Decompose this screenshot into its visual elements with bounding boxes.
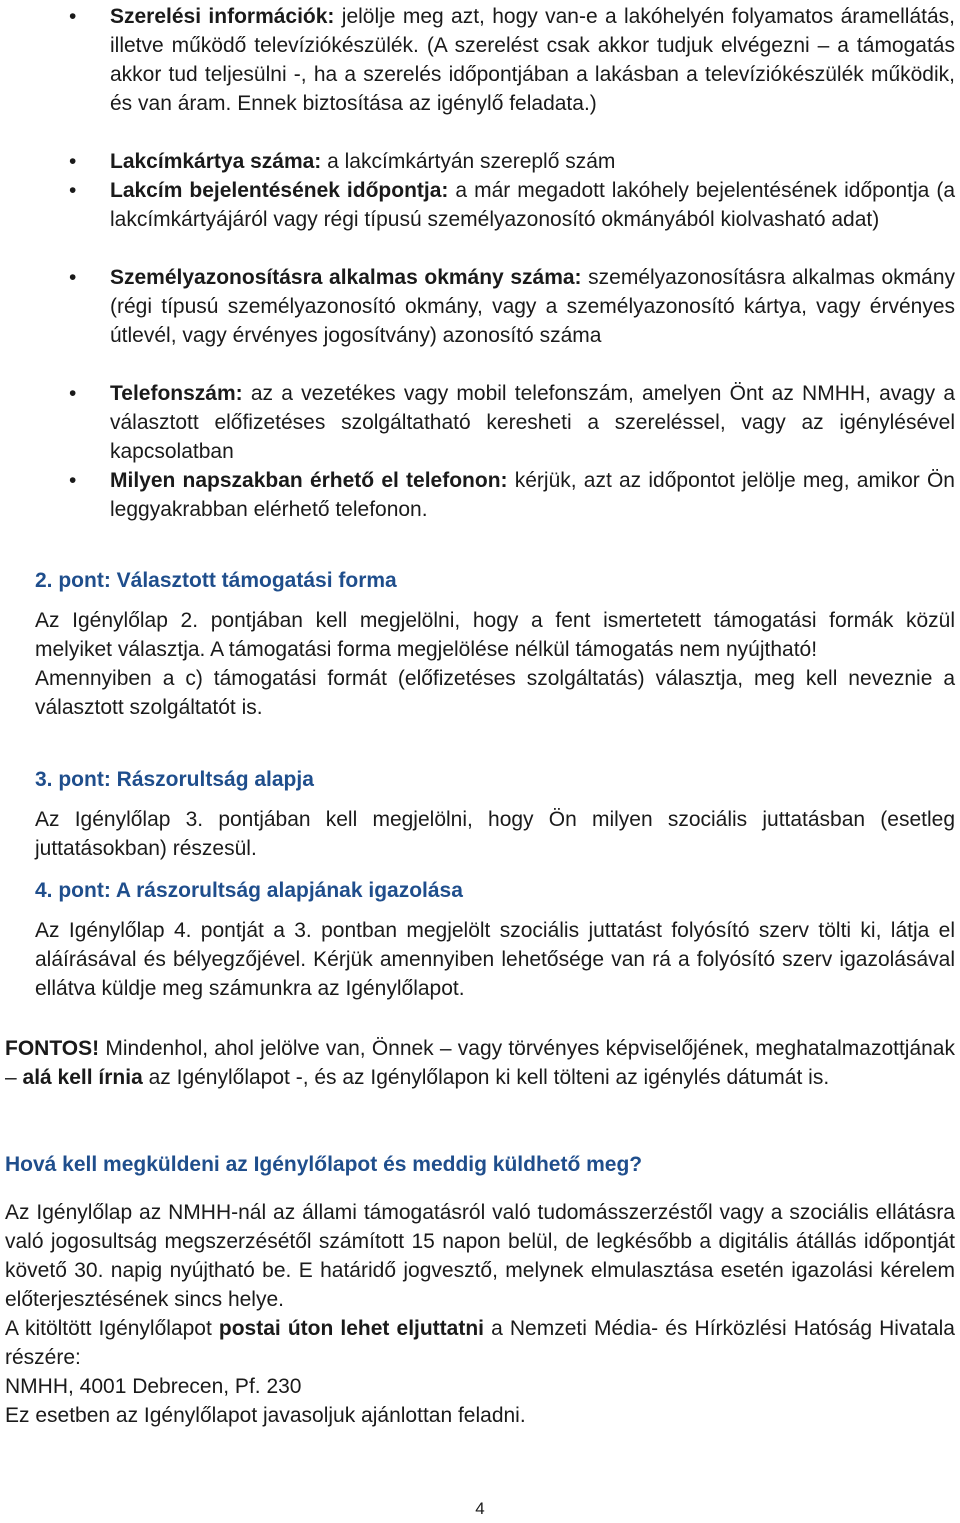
section-4-body (35, 916, 955, 1003)
important-notice (5, 1034, 955, 1092)
section-2-paragraph: Az Igénylőlap 2. pontjában kell megjelölni, hogy a fent ismertetett támogatási formák közül melyiket választja. A támogatási forma megjelölése nélkül támogatás nem nyújtható! (35, 609, 955, 661)
bullet-icon: • (69, 150, 77, 173)
bullet-label: Milyen napszakban érhető el telefonon: (110, 469, 508, 492)
bullet-text: jelölje meg azt, hogy van-e a lakóhelyén folyamatos áramellátás, illetve működő televíziókészülék. (A szerelést csak akkor tudjuk elvégezni – a támogatás akkor tud teljesülni -, ha a szerelés időpontjában a lakásban a televíziókészülék működik, és van áram. Ennek biztosítása az igénylő feladata.) (110, 5, 955, 115)
section-2-body (35, 606, 955, 722)
submission-heading: Hová kell megküldeni az Igénylőlapot és meddig küldhető meg? (5, 1153, 643, 1176)
bullet-text: az a vezetékes vagy mobil telefonszám, amelyen Önt az NMHH, avagy a választott előfizetéses szolgáltatható keresheti a szereléssel, vagy az igénylésével kapcsolatban (110, 382, 955, 463)
bullet-icon: • (69, 179, 77, 202)
important-text: Mindenhol, ahol jelölve van, Önnek – vagy törvényes képviselőjének, meghatalmazottjának – (5, 1037, 955, 1089)
list-item (0, 2, 960, 118)
page-number: 4 (475, 1499, 485, 1518)
bullet-label: Telefonszám: (110, 382, 243, 405)
important-bold-text: alá kell írnia (22, 1066, 143, 1089)
section-3-heading: 3. pont: Rászorultság alapja (35, 768, 314, 791)
bullet-icon: • (69, 266, 77, 289)
postal-address: NMHH, 4001 Debrecen, Pf. 230 (5, 1375, 302, 1398)
section-2-paragraph: Amennyiben a c) támogatási formát (előfizetéses szolgáltatás) választja, meg kell neveznie a választott szolgáltatót is. (35, 667, 955, 719)
list-item (0, 466, 960, 524)
section-4-heading: 4. pont: A rászorultság alapjának igazolása (35, 879, 463, 902)
important-text: az Igénylőlapot -, és az Igénylőlapon ki kell tölteni az igénylés dátumát is. (142, 1066, 830, 1089)
submission-paragraph: Az Igénylőlap az NMHH-nál az állami támogatásról való tudomásszerzéstől vagy a szociális ellátásra való jogosultság megszerzésétől számított 15 napon belül, de legkésőbb a digitális átállás időpontját követő 30. napig nyújtható be. E határidő jogvesztő, melynek elmulasztása esetén igazolási kérelem előterjesztésének sincs helye. (5, 1201, 955, 1311)
bullet-text: a lakcímkártyán szereplő szám (321, 150, 616, 173)
bullet-label: Lakcím bejelentésének időpontja: (110, 179, 449, 202)
bullet-label: Szerelési információk: (110, 5, 335, 28)
list-item (0, 263, 960, 350)
bullet-text: a már megadott lakóhely bejelentésének időpontja (a lakcímkártyájáról vagy régi típusú személyazonosító okmányából kiolvasható adat) (110, 179, 956, 231)
important-label: FONTOS! (5, 1037, 100, 1060)
section-4-paragraph: Az Igénylőlap 4. pontját a 3. pontban megjelölt szociális juttatást folyósító szerv tölti ki, látja el aláírásával és bélyegzőjével. Kérjük amennyiben lehetősége van rá a folyósító szerv igazolásával ellátva küldje meg számunkra az Igénylőlapot. (35, 919, 955, 1000)
submission-paragraph: A kitöltött Igénylőlapot postai úton lehet eljuttatni a Nemzeti Média- és Hírközlési Hatóság Hivatala részére: (5, 1317, 955, 1369)
bullet-label: Személyazonosításra alkalmas okmány száma: (110, 266, 582, 289)
list-item (0, 147, 960, 176)
section-2-heading: 2. pont: Választott támogatási forma (35, 569, 397, 592)
bullet-text: kérjük, azt az időpontot jelölje meg, amikor Ön leggyakrabban elérhető telefonon. (110, 469, 955, 521)
bullet-icon: • (69, 469, 77, 492)
submission-note: Ez esetben az Igénylőlapot javasoljuk ajánlottan feladni. (5, 1404, 526, 1427)
bullet-text: személyazonosításra alkalmas okmány (régi típusú személyazonosító okmány, vagy a személyazonosító kártya, vagy érvényes útlevél, vagy érvényes jogosítvány) azonosító száma (110, 266, 955, 347)
section-3-paragraph: Az Igénylőlap 3. pontjában kell megjelölni, hogy Ön milyen szociális juttatásban (esetleg juttatásokban) részesül. (35, 808, 955, 860)
section-3-body (35, 805, 955, 863)
list-item (0, 176, 960, 234)
list-item (0, 379, 960, 466)
bullet-icon: • (69, 382, 77, 405)
bullet-label: Lakcímkártya száma: (110, 150, 322, 173)
submission-bold-text: postai úton lehet eljuttatni (218, 1317, 485, 1340)
bullet-icon: • (69, 5, 77, 28)
submission-body (5, 1198, 955, 1430)
